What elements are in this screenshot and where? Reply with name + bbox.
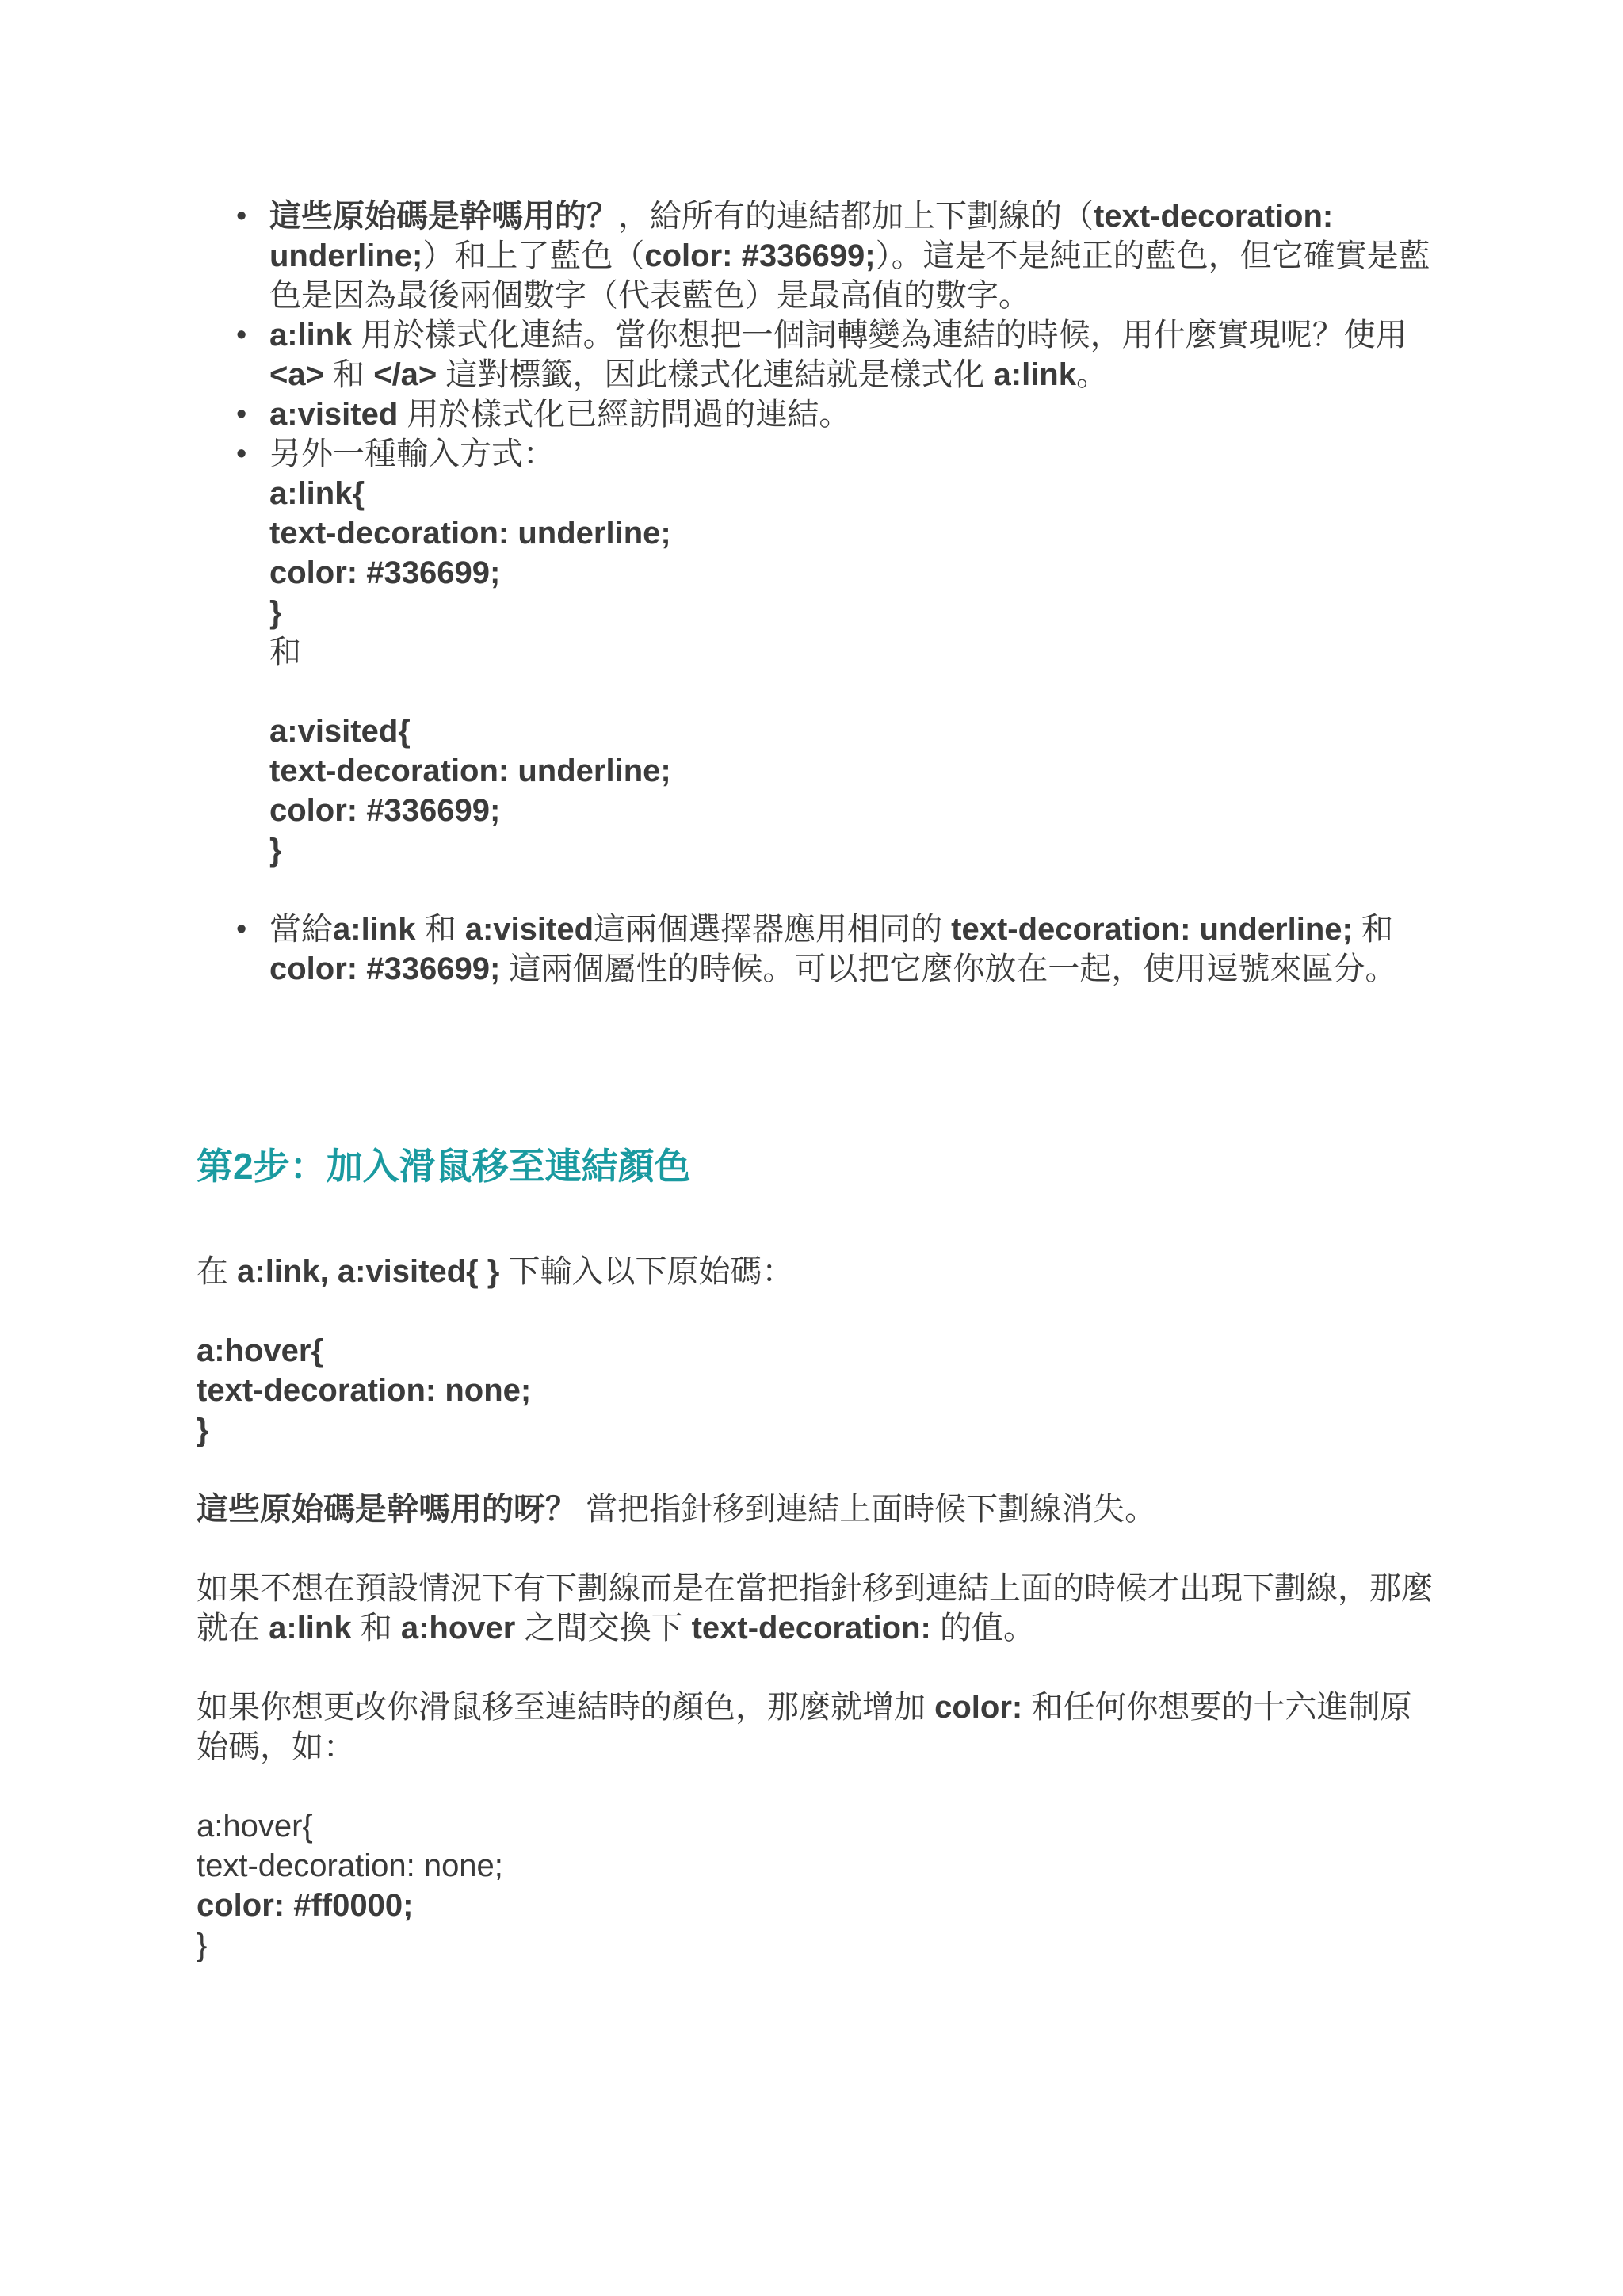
body-text: 這對標籤，因此樣式化連結就是樣式化 <box>437 357 994 392</box>
list-item <box>236 196 1442 315</box>
code-line: text-decoration: underline; <box>269 753 671 788</box>
body-text: 在 <box>197 1254 238 1289</box>
spacer <box>197 1648 1433 1688</box>
code-line: } <box>197 1928 208 1962</box>
body-text: 和 <box>415 912 465 947</box>
code-line: color: #336699; <box>269 793 501 828</box>
code-line: } <box>197 1413 209 1447</box>
code-text: color: #336699; <box>269 952 501 986</box>
list-item <box>236 395 1442 434</box>
body-text: 和 <box>269 635 301 669</box>
code-text: </a> <box>373 357 437 392</box>
question-text: 這些原始碼是幹嗎用的？ <box>269 199 618 234</box>
code-text: a:link, a:visited{ } <box>237 1254 500 1289</box>
body-text: 。 <box>1076 357 1108 392</box>
body-text: ）。這是不是純正的藍色，但它確實是藍色是因為最後兩個數字（代表藍色）是最高值的數字。 <box>269 238 1430 313</box>
bullet-icon: • <box>236 200 247 233</box>
code-text: a:link <box>269 318 353 353</box>
list-item <box>236 434 1442 910</box>
code-line: } <box>269 833 282 868</box>
body-text: 另外一種輸入方式： <box>269 437 555 471</box>
body-text: 之間交換下 <box>515 1611 692 1646</box>
code-text: color: <box>934 1690 1023 1725</box>
code-line: } <box>269 595 282 630</box>
body-text: 當給 <box>269 912 333 947</box>
bullet-list <box>236 196 1442 989</box>
list-item <box>236 315 1442 395</box>
bullet-icon: • <box>236 437 247 471</box>
code-line: text-decoration: underline; <box>269 516 671 551</box>
code-text: a:visited <box>464 912 594 947</box>
list-item <box>236 910 1442 989</box>
body-text: 的值。 <box>930 1611 1035 1646</box>
bullet-icon: • <box>236 398 247 431</box>
spacer <box>269 672 1442 711</box>
question-text: 這些原始碼是幹嗎用的呀？ <box>197 1492 577 1527</box>
body-text: 如果不想在預設情況下有下劃線而是在當把指針移到連結上面的時候才出現下劃線，那麼就在 <box>197 1571 1433 1646</box>
spacer <box>197 1767 1433 1806</box>
spacer <box>269 870 1442 910</box>
body-text: 和任何你想要的十六進制原始碼，如： <box>197 1690 1412 1764</box>
code-line: a:link{ <box>269 476 365 511</box>
paragraph <box>197 1252 1433 1291</box>
spacer <box>197 1529 1433 1569</box>
paragraph <box>197 1489 1433 1529</box>
code-text: a:hover <box>400 1611 516 1646</box>
body-text: 和 <box>323 357 374 392</box>
body-text: ）和上了藍色（ <box>422 238 645 273</box>
code-text: <a> <box>269 357 324 392</box>
code-text: a:link <box>269 1611 352 1646</box>
code-text: color: #336699; <box>644 238 876 273</box>
code-line: color: #ff0000; <box>197 1888 414 1923</box>
paragraph <box>197 1569 1433 1648</box>
body-text: 這兩個選擇器應用相同的 <box>594 912 952 947</box>
code-text: text-decoration: underline; <box>951 912 1353 947</box>
body-text: ，給所有的連結都加上下劃線的（ <box>618 199 1094 234</box>
code-line: color: #336699; <box>269 555 501 590</box>
body-text: 和 <box>1352 912 1393 947</box>
code-line: text-decoration: none; <box>197 1848 503 1883</box>
paragraph <box>197 1688 1433 1767</box>
body-text: 這兩個屬性的時候。可以把它麼你放在一起，使用逗號來區分。 <box>500 952 1397 986</box>
bullet-icon: • <box>236 913 247 946</box>
body-text: 和 <box>351 1611 401 1646</box>
body-text: 如果你想更改你滑鼠移至連結時的顏色，那麼就增加 <box>197 1690 935 1725</box>
code-text: text-decoration: <box>691 1611 931 1646</box>
spacer <box>197 1450 1433 1489</box>
body-text: 用於樣式化連結。當你想把一個詞轉變為連結的時候，用什麼實現呢？使用 <box>352 318 1407 353</box>
body-text: 當把指針移到連結上面時候下劃線消失。 <box>577 1492 1157 1527</box>
code-line: a:visited{ <box>269 714 411 749</box>
code-text: a:visited <box>269 397 399 432</box>
code-text: a:link <box>333 912 416 947</box>
body-text: 用於樣式化已經訪問過的連結。 <box>398 397 851 432</box>
spacer <box>197 1291 1433 1331</box>
code-text: text-decoration: underline; <box>269 199 1334 273</box>
body-text: 下輸入以下原始碼： <box>499 1254 794 1289</box>
code-line: text-decoration: none; <box>197 1373 532 1408</box>
section-body <box>197 1252 1433 1965</box>
code-text: a:link <box>993 357 1076 392</box>
code-line: a:hover{ <box>197 1333 324 1368</box>
section-heading: 第2步：加入滑鼠移至連結顏色 <box>197 1146 691 1187</box>
code-line: a:hover{ <box>197 1809 313 1844</box>
bullet-icon: • <box>236 318 247 352</box>
